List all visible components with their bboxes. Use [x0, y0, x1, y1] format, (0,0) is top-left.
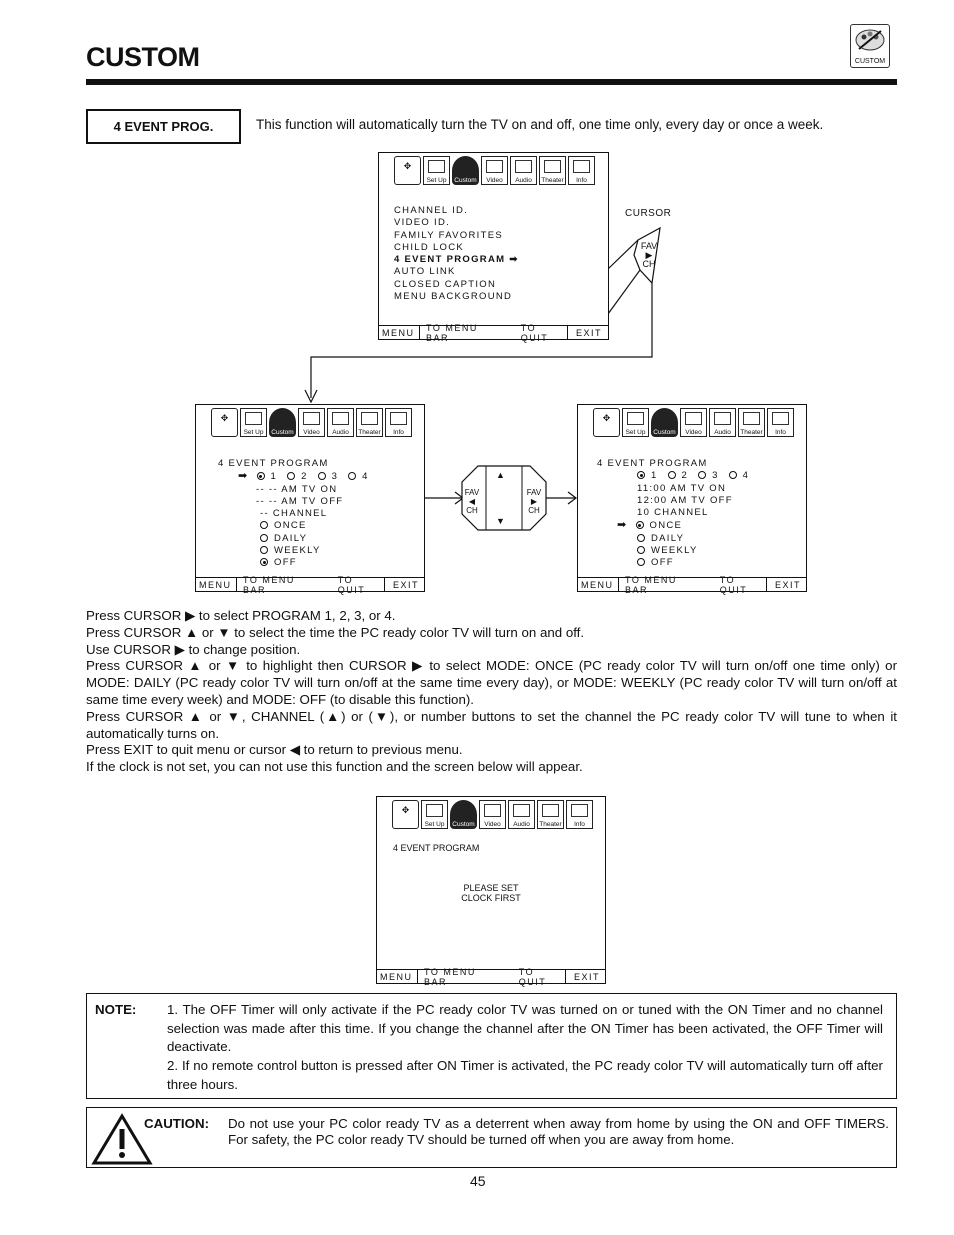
menu-item-channel-id[interactable]: CHANNEL ID. — [394, 205, 469, 216]
cursor-arrows-icon: ✥ — [593, 408, 620, 437]
mode-once[interactable]: ➡ ONCE — [617, 519, 683, 532]
clock-warning-message: PLEASE SET CLOCK FIRST — [461, 883, 521, 903]
fav-label: FAV — [640, 241, 658, 251]
instruction-line: If the clock is not set, you can not use this function and the screen below will appear. — [86, 759, 583, 775]
note-box — [86, 993, 897, 1099]
ch-label: CH — [528, 506, 540, 515]
instruction-line: Press CURSOR ▲ or ▼, CHANNEL (▲) or (▼), or number buttons to set the channel the PC ready color TV will tune to when it automatically turns on. — [86, 708, 897, 741]
info-icon[interactable]: Info — [385, 408, 412, 437]
caution-box — [86, 1107, 897, 1168]
status-exit: EXIT — [766, 578, 806, 591]
instruction-line: Press CURSOR ▶ to select PROGRAM 1, 2, 3, or 4. — [86, 608, 396, 623]
event-program-heading: 4 EVENT PROGRAM — [597, 458, 708, 469]
custom-icon[interactable]: Custom — [269, 408, 296, 437]
menu-item-4-event-program[interactable]: 4 EVENT PROGRAM ➡ — [394, 254, 519, 266]
radio-icon — [637, 471, 645, 479]
instruction-line: Press CURSOR ▲ or ▼ to select the time the PC ready color TV will turn on and off. — [86, 624, 585, 640]
fav-ch-right-button-2[interactable] — [525, 488, 543, 515]
tv-screen-event-program-set — [577, 404, 807, 595]
status-to-menu-bar: TO MENU BAR TO QUIT — [419, 326, 567, 339]
channel-field[interactable]: -- CHANNEL — [260, 508, 328, 520]
menu-icon-bar — [593, 408, 794, 437]
mode-off[interactable]: OFF — [218, 557, 369, 569]
audio-icon[interactable]: Audio — [709, 408, 736, 437]
mode-daily[interactable]: DAILY — [597, 533, 749, 545]
on-time-field[interactable]: -- -- AM TV ON — [256, 483, 338, 495]
status-bar — [578, 574, 806, 595]
right-arrow-icon: ▶ — [530, 497, 538, 506]
event-program-heading: 4 EVENT PROGRAM — [393, 843, 480, 853]
fav-label: FAV — [464, 488, 480, 497]
status-to-menu-bar: TO MENU BAR TO QUIT — [618, 578, 766, 591]
fav-label: FAV — [526, 488, 542, 497]
status-bar — [377, 966, 605, 987]
status-menu: MENU — [382, 327, 415, 338]
ch-label: CH — [642, 259, 656, 269]
audio-icon[interactable]: Audio — [508, 800, 535, 829]
radio-icon — [729, 471, 737, 479]
menu-item-closed-caption[interactable]: CLOSED CAPTION — [394, 278, 497, 290]
video-icon[interactable]: Video — [479, 800, 506, 829]
caution-text: Do not use your PC color ready TV as a deterrent when away from home by using the ON and OFF TIMERS. For safety, the PC color ready TV should be turned off when you are away from home. — [228, 1116, 889, 1147]
status-to-menu-bar: TO MENU BAR TO QUIT — [417, 970, 565, 983]
off-time-field[interactable]: -- -- AM TV OFF — [256, 495, 344, 507]
menu-icon-bar — [392, 800, 593, 829]
theater-icon[interactable]: Theater — [539, 156, 566, 185]
status-exit: EXIT — [565, 970, 605, 983]
section-label: 4 EVENT PROG. — [86, 109, 241, 144]
mode-weekly[interactable]: WEEKLY — [218, 545, 369, 557]
custom-icon[interactable]: Custom — [452, 156, 479, 185]
instruction-line: Press EXIT to quit menu or cursor ◀ to return to previous menu. — [86, 742, 463, 758]
up-arrow-icon[interactable]: ▲ — [496, 470, 505, 480]
page-number: 45 — [470, 1173, 486, 1189]
info-icon[interactable]: Info — [568, 156, 595, 185]
theater-icon[interactable]: Theater — [356, 408, 383, 437]
menu-icon-bar — [394, 156, 595, 185]
setup-icon[interactable]: Set Up — [240, 408, 267, 437]
mode-daily[interactable]: DAILY — [218, 533, 369, 545]
video-icon[interactable]: Video — [680, 408, 707, 437]
event-program-panel — [597, 458, 749, 570]
note-item-1: 1. The OFF Timer will only activate if the PC ready color TV was turned on or tuned with the ON Timer and no channel selection was made after this time. If you change the channel after the ON Timer has been activated, the OFF Timer will deactivate. — [167, 1002, 883, 1055]
status-exit: EXIT — [384, 578, 424, 591]
selection-arrow-icon: ➡ — [238, 470, 249, 483]
note-text — [167, 1001, 883, 1095]
status-menu: MENU — [380, 971, 413, 982]
caution-label: CAUTION: — [144, 1116, 209, 1131]
setup-icon[interactable]: Set Up — [622, 408, 649, 437]
instruction-line: Press CURSOR ▲ or ▼ to highlight then CURSOR ▶ to select MODE: ONCE (PC ready color TV will turn on/off one time only) or MODE: DAILY (PC ready color TV will turn on/off at the same time every day), or MODE: WEEKLY (PC ready color TV will turn on/off at same time every week) and MODE: OFF (to disable this function). — [86, 658, 897, 707]
note-item-2: 2. If no remote control button is pressed after ON Timer is activated, the PC ready color TV will automatically turn off after three hours. — [167, 1058, 883, 1092]
status-bar — [196, 574, 424, 595]
menu-item-auto-link[interactable]: AUTO LINK — [394, 266, 456, 278]
setup-icon[interactable]: Set Up — [421, 800, 448, 829]
left-arrow-icon: ◀ — [468, 497, 476, 506]
instructions — [86, 608, 897, 776]
fav-ch-right-button[interactable] — [640, 242, 658, 269]
selection-arrow-icon: ➡ — [617, 519, 628, 532]
ch-label: CH — [466, 506, 478, 515]
video-icon[interactable]: Video — [298, 408, 325, 437]
menu-item-family-favorites[interactable]: FAMILY FAVORITES — [394, 229, 503, 241]
audio-icon[interactable]: Audio — [510, 156, 537, 185]
radio-icon — [668, 471, 676, 479]
event-program-heading: 4 EVENT PROGRAM — [218, 458, 329, 469]
custom-menu-list — [394, 205, 519, 303]
status-menu: MENU — [581, 579, 614, 590]
cursor-arrows-icon: ✥ — [211, 408, 238, 437]
selection-arrow-icon: ➡ — [509, 254, 519, 266]
fav-ch-left-button[interactable] — [463, 488, 481, 515]
cursor-label: CURSOR — [625, 208, 672, 219]
channel-field[interactable]: 10 CHANNEL — [637, 507, 709, 519]
info-icon[interactable]: Info — [767, 408, 794, 437]
corner-icon-caption: CUSTOM — [854, 58, 886, 65]
radio-icon — [348, 472, 356, 480]
custom-icon[interactable]: Custom — [450, 800, 477, 829]
status-exit: EXIT — [567, 326, 608, 339]
program-selector[interactable]: 1 2 3 4 — [597, 470, 749, 482]
tv-screen-custom-menu — [378, 152, 609, 343]
down-arrow-icon[interactable]: ▼ — [496, 516, 505, 526]
video-icon[interactable]: Video — [481, 156, 508, 185]
cursor-arrows-icon: ✥ — [392, 800, 419, 829]
theater-icon[interactable]: Theater — [738, 408, 765, 437]
event-program-panel — [218, 458, 369, 570]
mode-off[interactable]: OFF — [597, 557, 749, 569]
instruction-line: Use CURSOR ▶ to change position. — [86, 641, 301, 657]
off-time-field[interactable]: 12:00 AM TV OFF — [637, 494, 733, 506]
menu-icon-bar — [211, 408, 412, 437]
tv-screen-event-program-empty — [195, 404, 425, 595]
right-arrow-icon: ▶ — [645, 250, 653, 260]
status-to-menu-bar: TO MENU BAR TO QUIT — [236, 578, 384, 591]
menu-item-video-id[interactable]: VIDEO ID. — [394, 217, 451, 229]
setup-icon[interactable]: Set Up — [423, 156, 450, 185]
cursor-arrows-icon: ✥ — [394, 156, 421, 185]
radio-icon — [698, 471, 706, 479]
on-time-field[interactable]: 11:00 AM TV ON — [637, 482, 727, 494]
mode-weekly[interactable]: WEEKLY — [597, 545, 749, 557]
note-label: NOTE: — [95, 1002, 137, 1017]
status-menu: MENU — [199, 579, 232, 590]
radio-icon — [287, 472, 295, 480]
status-bar — [379, 322, 608, 343]
tv-screen-clock-not-set — [376, 796, 606, 987]
theater-icon[interactable]: Theater — [537, 800, 564, 829]
intro-text: This function will automatically turn the TV on and off, one time only, every day or once a week. — [256, 117, 824, 132]
program-selector[interactable]: ➡ 1 2 3 4 — [238, 470, 369, 483]
radio-icon — [318, 472, 326, 480]
menu-item-menu-background[interactable]: MENU BACKGROUND — [394, 291, 513, 303]
custom-icon[interactable]: Custom — [651, 408, 678, 437]
menu-item-child-lock[interactable]: CHILD LOCK — [394, 241, 465, 253]
mode-once[interactable]: ONCE — [218, 520, 369, 532]
info-icon[interactable]: Info — [566, 800, 593, 829]
audio-icon[interactable]: Audio — [327, 408, 354, 437]
radio-icon — [257, 472, 265, 480]
page-title: CUSTOM — [86, 42, 200, 72]
